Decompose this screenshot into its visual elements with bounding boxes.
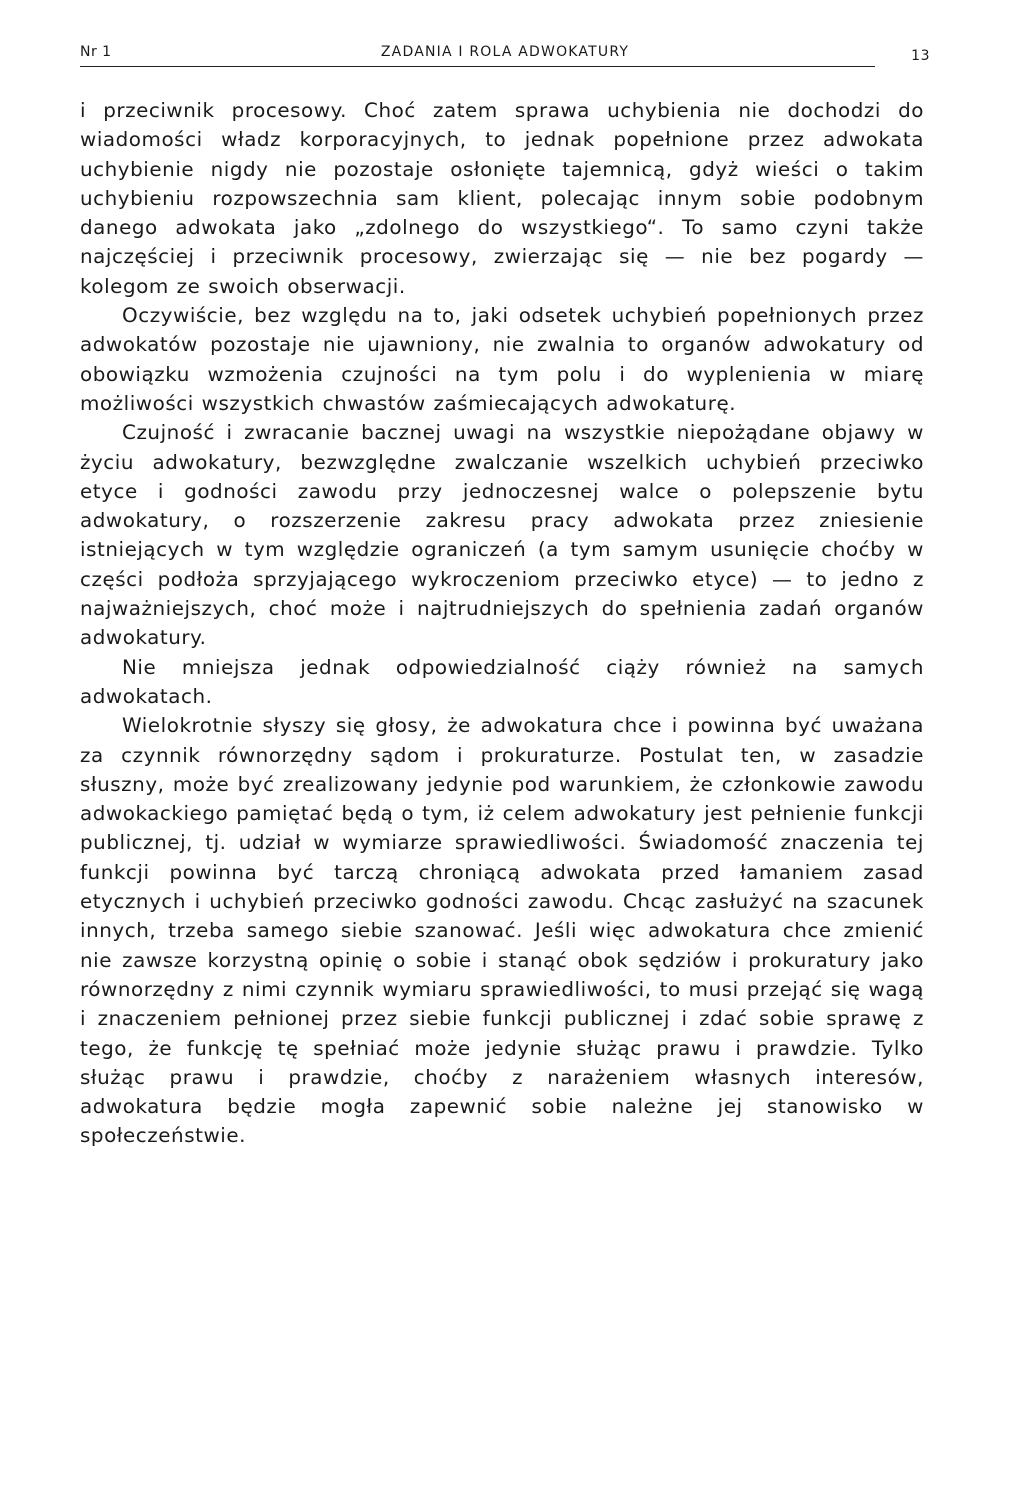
body-text xyxy=(80,96,924,1151)
paragraph-2: Oczywiście, bez względu na to, jaki odsetek uchybień popełnionych przez adwokatów pozostaje nie ujawniony, nie zwalnia to organów adwokatury od obowiązku wzmożenia czujności na tym polu i do wyplenienia w miarę możliwości wszystkich chwastów zaśmiecających adwokaturę. xyxy=(80,304,924,415)
paragraph-1: i przeciwnik procesowy. Choć zatem sprawa uchybienia nie dochodzi do wiadomości władz korporacyjnych, to jednak popełnione przez adwokata uchybienie nigdy nie pozostaje osłonięte tajemnicą, gdyż wieści o takim uchybieniu rozpowszechnia sam klient, polecając innym sobie podobnym danego adwokata jako „zdolnego do wszystkiego“. To samo czyni także najczęściej i przeciwnik procesowy, zwierzając się — nie bez pogardy — kolegom ze swoich obserwacji. xyxy=(80,99,924,298)
paragraph-3: Czujność i zwracanie bacznej uwagi na wszystkie niepożądane objawy w życiu adwokatury, bezwzględne zwalczanie wszelkich uchybień przeciwko etyce i godności zawodu przy jednoczesnej walce o polepszenie bytu adwokatury, o rozszerzenie zakresu pracy adwokata przez zniesienie istniejących w tym względzie ograniczeń (a tym samym usunięcie choćby w części podłoża sprzyjającego wykroczeniom przeciwko etyce) — to jedno z najważniejszych, choć może i najtrudniejszych do spełnienia zadań organów adwokatury. xyxy=(80,421,924,650)
issue-number: Nr 1 xyxy=(80,44,112,60)
running-title: ZADANIA I ROLA ADWOKATURY xyxy=(380,44,630,60)
header-rule xyxy=(80,66,875,67)
page-number: 13 xyxy=(911,48,930,64)
running-header xyxy=(80,40,930,66)
paragraph-5: Wielokrotnie słyszy się głosy, że adwokatura chce i powinna być uważana za czynnik równorzędny sądom i prokuraturze. Postulat ten, w zasadzie słuszny, może być zrealizowany jedynie pod warunkiem, że członkowie zawodu adwokackiego pamiętać będą o tym, iż celem adwokatury jest pełnienie funkcji publicznej, tj. udział w wymiarze sprawiedliwości. Świadomość znaczenia tej funkcji powinna być tarczą chroniącą adwokata przed łamaniem zasad etycznych i uchybień przeciwko godności zawodu. Chcąc zasłużyć na szacunek innych, trzeba samego siebie szanować. Jeśli więc adwokatura chce zmienić nie zawsze korzystną opinię o sobie i stanąć obok sędziów i prokuratury jako równorzędny z nimi czynnik wymiaru sprawiedliwości, to musi przejąć się wagą i znaczeniem pełnionej przez siebie funkcji publicznej i zdać sobie sprawę z tego, że funkcję tę spełniać może jedynie służąc prawu i prawdzie. Tylko służąc prawu i prawdzie, choćby z narażeniem własnych interesów, adwokatura będzie mogła zapewnić sobie należne jej stanowisko w społeczeństwie. xyxy=(80,714,924,1148)
paragraph-4: Nie mniejsza jednak odpowiedzialność ciąży również na samych adwokatach. xyxy=(80,655,924,708)
